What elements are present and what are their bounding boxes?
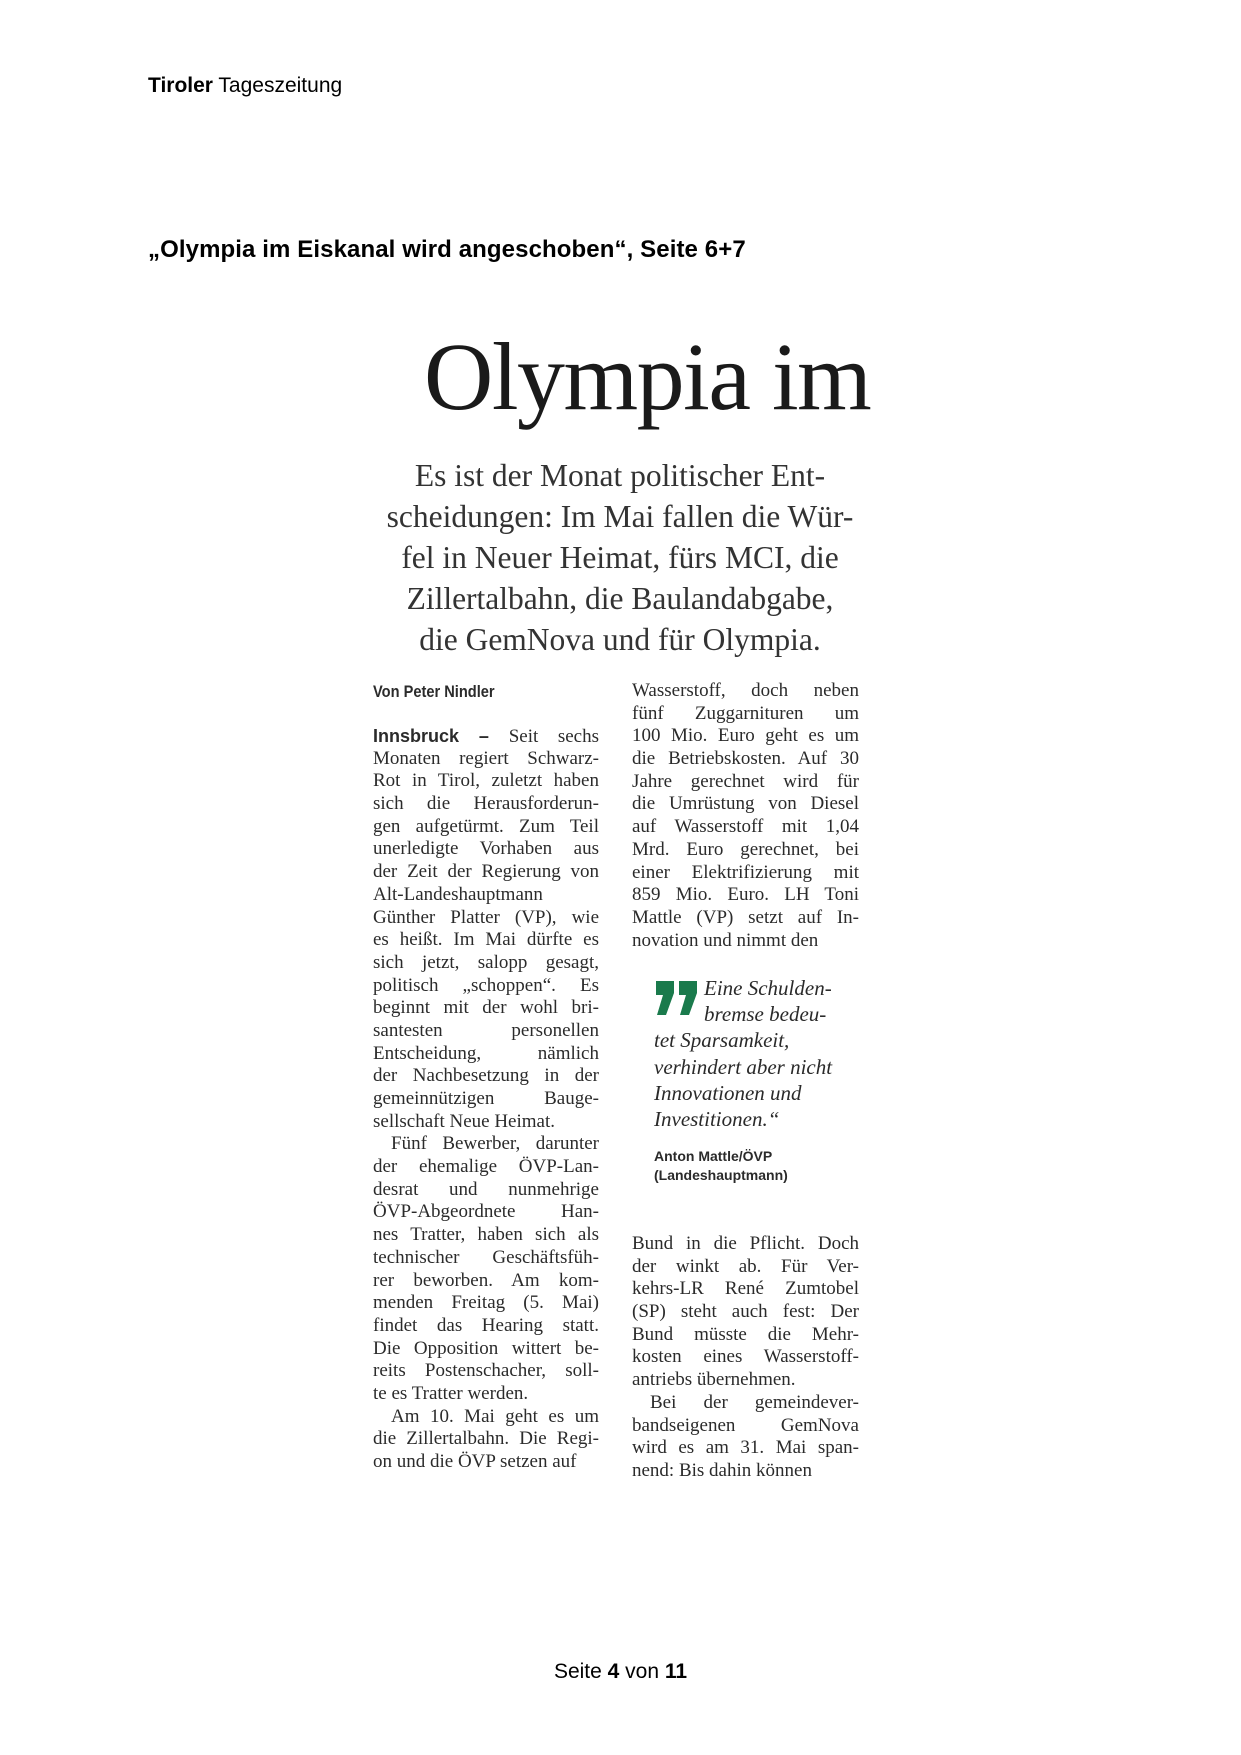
newspaper-clipping: [370, 320, 870, 1490]
column-line: Fünf Bewerber, darunter: [391, 1133, 599, 1155]
pull-quote-attribution: [654, 1147, 864, 1185]
column-line: fünf Zuggarnituren um: [632, 702, 859, 724]
quote-author-role: (Landeshauptmann): [654, 1167, 788, 1184]
lead-line: Zillertalbahn, die Baulandabgabe,: [406, 581, 834, 616]
column-line: technischer Geschäftsfüh-: [373, 1246, 599, 1268]
column-line: [373, 725, 599, 748]
current-page-number: 4: [607, 1660, 620, 1683]
column-line: Alt-Landeshauptmann: [373, 883, 543, 905]
lead-line: scheidungen: Im Mai fallen die Wür-: [386, 499, 854, 534]
quote-line: bremse bedeu-: [704, 1002, 827, 1027]
lead-line: die GemNova und für Olympia.: [419, 622, 821, 657]
quote-mark-icon: [654, 979, 700, 1017]
dateline-dash: –: [459, 726, 509, 746]
column-line: unerledigte Vorhaben aus: [373, 838, 599, 860]
column-line: novation und nimmt den: [632, 929, 819, 951]
column-line: die Betriebskosten. Auf 30: [632, 748, 859, 770]
column-line: Wasserstoff, doch neben: [632, 680, 859, 701]
quote-line: tet Sparsamkeit,: [654, 1028, 790, 1053]
publication-name-rest: Tageszeitung: [212, 74, 343, 97]
column-line: findet das Hearing statt.: [373, 1314, 599, 1336]
column-line: Die Opposition wittert be-: [373, 1337, 599, 1359]
column-line: Bund müsste die Mehr-: [632, 1323, 859, 1345]
column-line: Bei der gemeindever-: [650, 1391, 859, 1413]
column-line: wird es am 31. Mai span-: [632, 1437, 859, 1459]
column-line: der winkt ab. Für Ver-: [632, 1255, 859, 1277]
article-column-right-bottom: [632, 1233, 859, 1483]
pull-quote: [654, 975, 864, 1185]
column-line: antriebs übernehmen.: [632, 1369, 796, 1391]
column-line: Entscheidung, nämlich: [373, 1042, 599, 1064]
column-line: Günther Platter (VP), wie: [373, 906, 599, 928]
column-line: Jahre gerechnet wird für: [632, 770, 859, 792]
quote-author-name: Anton Mattle/ÖVP: [654, 1148, 773, 1165]
column-line: auf Wasserstoff mit 1,04: [632, 816, 859, 838]
column-line: (SP) steht auch fest: Der: [632, 1301, 859, 1323]
article-headline: Olympia im: [424, 323, 871, 430]
article-lead: [370, 455, 870, 660]
column-line: on und die ÖVP setzen auf: [373, 1451, 577, 1472]
column-line: 100 Mio. Euro geht es um: [632, 725, 859, 747]
quote-line: Innovationen und: [654, 1080, 802, 1105]
column-line: desrat und nunmehrige: [373, 1178, 599, 1200]
column-line: es heißt. Im Mai dürfte es: [373, 929, 599, 951]
column-line: kehrs-LR René Zumtobel: [632, 1278, 859, 1300]
column-line: gemeinnützigen Bauge-: [373, 1088, 599, 1109]
publication-name: [148, 74, 342, 98]
column-line: einer Elektrifizierung mit: [632, 861, 859, 883]
column-line: beginnt mit der wohl bri-: [373, 997, 599, 1019]
article-column-left: [373, 725, 599, 1474]
column-line: ÖVP-Abgeordnete Han-: [373, 1201, 599, 1223]
quote-line: verhindert aber nicht: [654, 1054, 833, 1079]
column-line: reits Postenschacher, soll-: [373, 1360, 599, 1382]
column-line: bandseigenen GemNova: [632, 1414, 859, 1436]
column-line: menden Freitag (5. Mai): [373, 1292, 599, 1314]
column-line: Rot in Tirol, zuletzt haben: [373, 770, 599, 792]
column-line: der Nachbesetzung in der: [373, 1065, 599, 1087]
column-line: Mrd. Euro gerechnet, bei: [632, 838, 859, 860]
column-line: sich die Herausforderun-: [373, 793, 599, 815]
page-footer: [0, 1660, 1241, 1684]
column-line: sich jetzt, salopp gesagt,: [373, 951, 599, 973]
column-line: politisch „schoppen“. Es: [373, 974, 599, 996]
column-line: Mattle (VP) setzt auf In-: [632, 906, 859, 928]
quote-line: Investitionen.“: [654, 1107, 780, 1132]
column-line: Am 10. Mai geht es um: [391, 1405, 599, 1427]
column-line: nes Tratter, haben sich als: [373, 1224, 599, 1246]
lead-line: Es ist der Monat politischer Ent-: [414, 458, 826, 493]
column-line: 859 Mio. Euro. LH Toni: [632, 884, 859, 906]
column-line: gen aufgetürmt. Zum Teil: [373, 815, 599, 837]
column-line: der Zeit der Regierung von: [373, 861, 599, 883]
article-dateline: Innsbruck: [373, 726, 460, 746]
column-line: nend: Bis dahin können: [632, 1459, 812, 1481]
column-line: Monaten regiert Schwarz-: [373, 747, 599, 769]
column-line: die Umrüstung von Diesel: [632, 793, 859, 815]
column-line: kosten eines Wasserstoff-: [632, 1346, 859, 1368]
total-page-count: 11: [664, 1660, 688, 1683]
column-line: die Zillertalbahn. Die Regi-: [373, 1428, 599, 1450]
lead-line: fel in Neuer Heimat, fürs MCI, die: [401, 540, 839, 575]
column-line: rer beworben. Am kom-: [373, 1269, 599, 1291]
footer-prefix: Seite: [553, 1660, 608, 1683]
article-reference: „Olympia im Eiskanal wird angeschoben“, Seite 6+7: [148, 236, 746, 263]
first-line-text: Seit sechs: [508, 726, 599, 747]
column-line: santesten personellen: [373, 1019, 599, 1041]
column-line: te es Tratter werden.: [373, 1382, 529, 1404]
column-line: sellschaft Neue Heimat.: [373, 1110, 556, 1132]
column-line: Bund in die Pflicht. Doch: [632, 1233, 859, 1254]
publication-name-bold: Tiroler: [148, 74, 213, 97]
footer-middle: von: [619, 1660, 665, 1683]
quote-line: Eine Schulden-: [704, 976, 832, 1000]
column-line: der ehemalige ÖVP-Lan-: [373, 1156, 599, 1178]
article-column-right-top: [632, 680, 859, 952]
article-byline: Von Peter Nindler: [373, 682, 495, 701]
